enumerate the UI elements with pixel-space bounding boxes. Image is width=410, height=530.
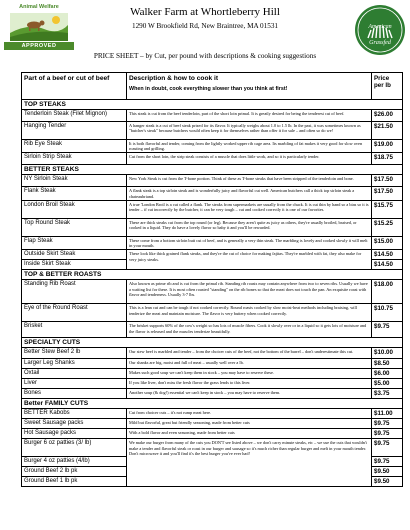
section-header-row	[22, 270, 403, 280]
cut-price: $14.50	[372, 260, 403, 270]
cut-name: Flap Steak	[22, 236, 127, 249]
logo-right-line1: American	[368, 24, 392, 30]
cut-description: Makes such good soup we can't keep them in stock – you may have to reserve these.	[127, 369, 372, 379]
cut-description: The brisket supports 60% of the cow's weight so has lots of muscle fibers. Cook it slowly over or in a liquid so it gets lots of moisture and the flavor is released and the muscles tenderize beautifully.	[127, 322, 372, 338]
cut-name: Sirloin Strip Steak	[22, 153, 127, 165]
section-title: TOP STEAKS	[22, 100, 403, 110]
section-header-row	[22, 165, 403, 175]
table-row	[22, 122, 403, 140]
table-row	[22, 236, 403, 249]
cut-name: Hanging Tender	[22, 122, 127, 140]
table-row	[22, 419, 403, 429]
cut-description: Our shanks are big, moist and full of meat – usually well over a lb.	[127, 359, 372, 369]
table-header-row	[22, 73, 403, 100]
cut-name: Inside Skirt Steak	[22, 260, 127, 270]
cut-name: Larger Leg Shanks	[22, 359, 127, 369]
section-title: TOP & BETTER ROASTS	[22, 270, 403, 280]
cut-name: Ground Beef 2 lb pk	[22, 467, 127, 477]
table-row	[22, 348, 403, 359]
cut-price: $3.75	[372, 389, 403, 399]
cut-description: These are thick steaks cut from the top round (or leg). Because they aren't quite as juicy as others, they're usually broiled, braised, or cooked in a liquid. They do have a lovely flavor so baby it and you'll be rewarded.	[127, 218, 372, 236]
cut-description: Mild but flavorful, great but friendly seasoning, made from better cuts	[127, 419, 372, 429]
cut-name: BETTER Kabobs	[22, 409, 127, 419]
cut-description: Also known as prime rib and is cut from the primal rib. Standing rib roasts may contain anywhere from two to seven ribs. Usually we have a waiting list for these. It is most often roasted "standing" on the rib bones so that the meat does not touch the pan. An exquisite roast with flavor and tenderness. Usually 3-7 lbs.	[127, 280, 372, 304]
cut-description: Another soup (& dog!) essential we can't keep in stock – you may have to reserve them.	[127, 389, 372, 399]
table-row	[22, 304, 403, 322]
cut-description: We make our burger from many of the cuts you DON'T see listed above – we don't carry minute steaks, etc – we use the cuts that wouldn't make a tender and flavorful steak or roast in our burger and sausage so it's much richer than regular burger and melt in your mouth tender. Don't microwave it and you'll find it's the best burger you've ever had!	[127, 439, 372, 487]
section-header-row	[22, 399, 403, 409]
cut-name: Flank Steak	[22, 187, 127, 200]
cut-price: $17.50	[372, 187, 403, 200]
cut-description: This is a lean cut and can be tough if not cooked correctly. Round roasts cooked by slow moist-heat methods including braising, will tenderize the meat and maintain moisture. The flavor is very buttery when cooked correctly.	[127, 304, 372, 322]
price-table	[21, 72, 403, 487]
cut-name: Ground Beef 1 lb pk	[22, 477, 127, 487]
cut-price: $19.00	[372, 140, 403, 153]
col-header-part: Part of a beef or cut of beef	[22, 73, 127, 100]
table-row	[22, 429, 403, 439]
cut-name: Liver	[22, 379, 127, 389]
cut-name: Outside Skirt Steak	[22, 250, 127, 260]
section-title: SPECIALTY CUTS	[22, 338, 403, 348]
cut-description: New York Steak is cut from the T-bone portion. Think of these as T-bone steaks that have been stripped of the tenderloin and bone.	[127, 175, 372, 187]
cut-name: Tenderloin Steak (Filet Mignon)	[22, 110, 127, 122]
cut-price: $8.50	[372, 359, 403, 369]
logo-left-label: Animal Welfare	[19, 4, 59, 10]
table-row	[22, 280, 403, 304]
section-title: BETTER STEAKS	[22, 165, 403, 175]
table-row	[22, 140, 403, 153]
logo-right-line2: Grassfed	[369, 40, 391, 46]
col-header-description: Description & how to cook it When in doubt, cook everything slower than you think at first!	[127, 73, 372, 100]
cut-price: $15.00	[372, 236, 403, 249]
american-grassfed-logo	[354, 4, 406, 56]
cut-price: $15.75	[372, 200, 403, 218]
cut-price: $18.75	[372, 153, 403, 165]
cut-name: Rib Eye Steak	[22, 140, 127, 153]
cut-description: Cut from the short loin, the strip steak consists of a muscle that does little work, and so it is particularly tender.	[127, 153, 372, 165]
cut-description: Our stew beef is marbled and tender – from the choicer cuts of the beef, not the bottom of the barrel – don't underestimate this cut.	[127, 348, 372, 359]
cut-description: A hanger steak is a cut of beef steak prized for its flavor. It typically weighs about 1.0 to 1.5 lb. In the past, it was sometimes known as "butcher's steak" because butchers would often keep it for themselves rather than offer it for sale – and often so do we!	[127, 122, 372, 140]
cut-description: A flank steak is a top sirloin steak and is wonderfully juicy and flavorful cut well. American butchers call a thick top sirloin steak a chateaubriand.	[127, 187, 372, 200]
cut-price: $26.00	[372, 110, 403, 122]
cut-price: $9.75	[372, 419, 403, 429]
cut-description: Cut from choicer cuts – it's not rump meat here.	[127, 409, 372, 419]
section-title: Better FAMILY CUTS	[22, 399, 403, 409]
table-row	[22, 439, 403, 457]
cut-price: $14.50	[372, 250, 403, 260]
cut-description: If you like liver, don't miss the fresh flavor the grass lends to this liver.	[127, 379, 372, 389]
cut-description: These look like thick grained flank steaks, and they're the cut of choice for making fajitas. They're marbled with fat, they also make for very juicy steaks.	[127, 250, 372, 270]
cut-name: Bones	[22, 389, 127, 399]
cut-name: Standing Rib Roast	[22, 280, 127, 304]
cut-description: This steak is cut from the beef tenderloin, part of the short loin primal. It is greatly desired for being the tenderest cut of beef.	[127, 110, 372, 122]
table-row	[22, 389, 403, 399]
cut-name: Better Stew Beef 2 lb	[22, 348, 127, 359]
table-row	[22, 409, 403, 419]
cut-name: Hot Sausage packs	[22, 429, 127, 439]
cut-price: $10.00	[372, 348, 403, 359]
cut-price: $6.00	[372, 369, 403, 379]
table-row	[22, 322, 403, 338]
col-header-price: Price per lb	[372, 73, 403, 100]
cut-name: London Broil Steak	[22, 200, 127, 218]
cut-name: Oxtail	[22, 369, 127, 379]
table-row	[22, 200, 403, 218]
cut-price: $11.00	[372, 409, 403, 419]
cut-name: Burger 6 oz patties (3/ lb)	[22, 439, 127, 457]
cut-name: Brisket	[22, 322, 127, 338]
cut-price: $9.75	[372, 429, 403, 439]
cut-price: $21.50	[372, 122, 403, 140]
cut-name: Sweet Sausage packs	[22, 419, 127, 429]
table-row	[22, 359, 403, 369]
cut-price: $9.50	[372, 477, 403, 487]
table-row	[22, 187, 403, 200]
table-row	[22, 218, 403, 236]
cut-description: A true 'London Broil is a cut called a flank. The steaks from supermarkets are usually from the chuck. It is cut thin by hand so a bias so it is tender – if cut incorrectly by the butcher, it can be very tough – cut and cooked correctly it is one of our favorites.	[127, 200, 372, 218]
table-row	[22, 153, 403, 165]
farm-name: Walker Farm at Whortleberry Hill	[130, 6, 280, 18]
cut-price: $15.25	[372, 218, 403, 236]
cut-name: Eye of the Round Roast	[22, 304, 127, 322]
cut-name: Burger 4 oz patties (4/lb)	[22, 457, 127, 467]
table-row	[22, 175, 403, 187]
section-header-row	[22, 100, 403, 110]
cut-price: $10.75	[372, 304, 403, 322]
cut-price: $17.50	[372, 175, 403, 187]
cut-price: $9.75	[372, 439, 403, 457]
cut-description: These come from a bottom sirloin butt cut of beef, and is generally a very thin steak. The marbling is lovely and cooked slowly it will melt in your mouth.	[127, 236, 372, 249]
cut-price: $5.00	[372, 379, 403, 389]
table-row	[22, 379, 403, 389]
grassfed-badge-icon	[354, 4, 406, 56]
page-header	[0, 0, 410, 72]
cut-price: $9.50	[372, 467, 403, 477]
cut-name: NY Sirloin Steak	[22, 175, 127, 187]
table-row	[22, 110, 403, 122]
cut-description: It is both flavorful and tender, coming from the lightly worked upper rib cage area. Its marbling of fat makes it very good for slow oven roasting and grilling.	[127, 140, 372, 153]
table-row	[22, 250, 403, 260]
section-header-row	[22, 338, 403, 348]
logo-left-banner: APPROVED	[4, 42, 74, 50]
cut-price: $9.75	[372, 457, 403, 467]
cut-price: $18.00	[372, 280, 403, 304]
table-row	[22, 369, 403, 379]
cut-price: $9.75	[372, 322, 403, 338]
farm-address: 1290 W Brookfield Rd, New Braintree, MA 01531	[131, 22, 279, 30]
price-sheet-title: PRICE SHEET – by Cut, per pound with descriptions & cooking suggestions	[93, 52, 317, 60]
cut-description: With a bold flavor and even seasoning, made from better cuts	[127, 429, 372, 439]
cut-name: Top Round Steak	[22, 218, 127, 236]
